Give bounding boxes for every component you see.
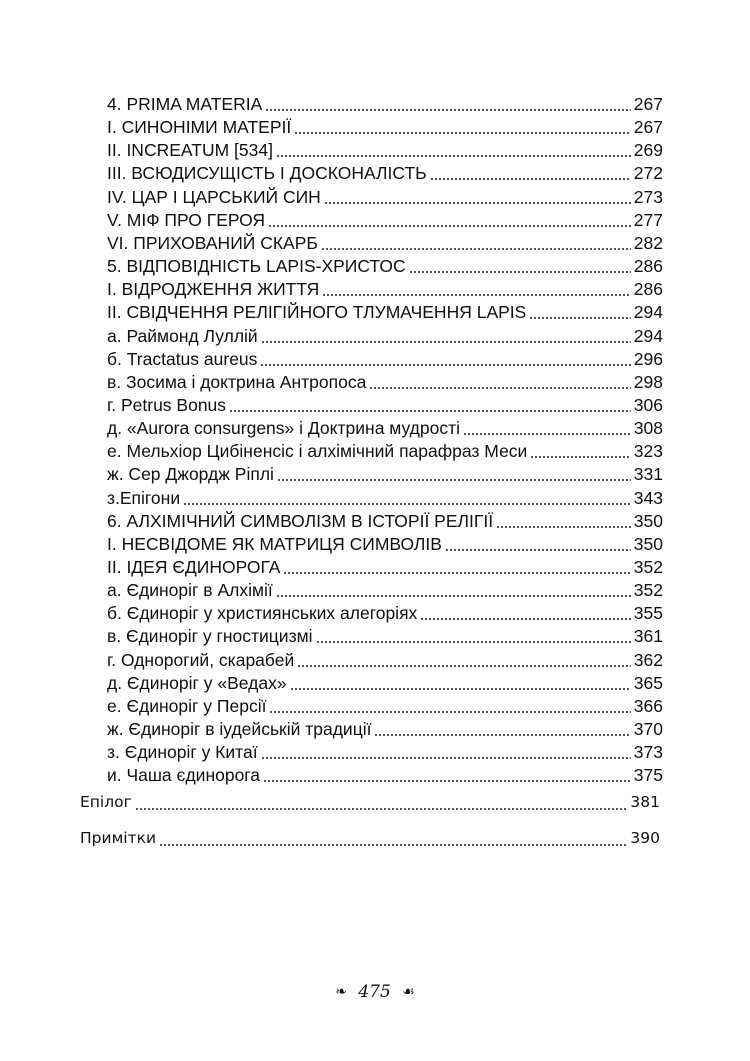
toc-entry-title: IV. ЦАР І ЦАРСЬКИЙ СИН (107, 186, 321, 207)
toc-leader-dots (277, 478, 631, 482)
toc-entry-title: е. Мельхіор Цибіненсіс і алхімічний парафраз Меси (107, 441, 528, 462)
toc-entry-page: 267 (633, 94, 663, 114)
toc-entry (107, 302, 663, 324)
page-number: 475 (358, 982, 391, 1002)
toc-entry (107, 140, 663, 162)
toc-entry-title: в. Єдиноріг у гностицизмі (107, 626, 313, 647)
toc-entry-title: Примітки (80, 829, 157, 847)
ornament-left-icon: ❧ (335, 984, 347, 1000)
toc-leader-dots (322, 293, 630, 297)
toc-entry-page: 269 (633, 140, 663, 161)
toc-entry-title: 6. АЛХІМІЧНИЙ СИМВОЛІЗМ В ІСТОРІЇ РЕЛІГІЇ (107, 510, 494, 531)
toc-entry (107, 94, 663, 116)
toc-entry (107, 488, 663, 510)
toc-entry (107, 603, 663, 625)
toc-leader-dots (294, 131, 631, 135)
toc-entry-page: 286 (633, 256, 663, 277)
toc-leader-dots (265, 108, 631, 112)
toc-leader-dots (530, 455, 630, 459)
toc-leader-dots (135, 807, 628, 811)
toc-leader-dots (263, 779, 631, 783)
toc-entry-page: 375 (633, 765, 663, 786)
toc-entry (107, 163, 663, 185)
toc-entry-page: 390 (630, 829, 660, 847)
toc-leader-dots (276, 594, 631, 598)
toc-entry (107, 117, 663, 139)
toc-entry-page: 331 (633, 464, 663, 485)
toc-entry-page: 362 (633, 649, 663, 670)
toc-entry-title: в. Зосима і доктрина Антропоса (107, 371, 367, 392)
toc-entry-page: 294 (633, 302, 663, 323)
toc-entry-title: д. «Aurora consurgens» і Доктрина мудрості (107, 418, 461, 439)
toc-leader-dots (321, 247, 631, 251)
toc-entry-title: VI. ПРИХОВАНИЙ СКАРБ (107, 232, 318, 253)
toc-entry-page: 277 (633, 209, 663, 230)
toc-entry (107, 349, 663, 371)
toc-entry (107, 742, 663, 764)
toc-entry-page: 282 (633, 232, 663, 253)
toc-entry-title: а. Єдиноріг в Алхімії (107, 580, 273, 601)
toc-entry (107, 441, 663, 463)
toc-tail-entry (80, 793, 660, 815)
toc-entry-title: а. Раймонд Луллій (107, 325, 258, 346)
toc-entry (107, 511, 663, 533)
toc-entry-page: 381 (630, 793, 660, 811)
toc-entry-title: 4. PRIMA MATERIA (107, 94, 263, 114)
toc-entry-title: 5. ВІДПОВІДНІСТЬ LAPIS-ХРИСТОС (107, 256, 406, 277)
toc-entry-page: 306 (633, 394, 663, 415)
toc-entry (107, 673, 663, 695)
toc-leader-dots (529, 316, 630, 320)
toc-entry-title: V. МІФ ПРО ГЕРОЯ (107, 209, 266, 230)
toc-entry-title: з. Єдиноріг у Китаї (107, 742, 258, 763)
toc-leader-dots (430, 177, 631, 181)
toc-entry-title: з.Епігони (107, 487, 181, 508)
toc-entry-title: б. Tractatus aureus (107, 348, 258, 369)
toc-leader-dots (159, 843, 627, 847)
toc-entry-title: I. ВІДРОДЖЕННЯ ЖИТТЯ (107, 279, 320, 300)
toc-leader-dots (324, 201, 631, 205)
toc-entry-title: б. Єдиноріг у християнських алегоріях (107, 603, 418, 624)
toc-leader-dots (261, 756, 631, 760)
toc-entry-page: 365 (633, 672, 663, 693)
toc-entry-page: 350 (633, 533, 663, 554)
toc-entry-page: 267 (633, 117, 663, 138)
toc-entry-page: 273 (633, 186, 663, 207)
toc-entry-title: ж. Єдиноріг в іудейській традиції (107, 719, 372, 740)
toc-leader-dots (369, 386, 630, 390)
toc-leader-dots (229, 409, 631, 413)
toc-entry-page: 366 (633, 695, 663, 716)
toc-entry (107, 650, 663, 672)
ornament-right-icon: ☙ (402, 984, 415, 1000)
toc-leader-dots (316, 640, 631, 644)
toc-entry (107, 279, 663, 301)
toc-entry-page: 373 (633, 742, 663, 763)
toc-leader-dots (463, 432, 631, 436)
toc-leader-dots (183, 502, 631, 506)
toc-leader-dots (276, 154, 631, 158)
toc-entry-page: 370 (633, 719, 663, 740)
toc-entry (107, 696, 663, 718)
toc-entry (107, 534, 663, 556)
toc-entry (107, 464, 663, 486)
toc-entry-page: 294 (633, 325, 663, 346)
toc-entry (107, 256, 663, 278)
toc-entry-page: 343 (633, 487, 663, 508)
toc-entry-title: Епілог (80, 793, 132, 811)
toc-entry-title: д. Єдиноріг у «Ведах» (107, 672, 287, 693)
toc-entry (107, 580, 663, 602)
toc-leader-dots (496, 525, 631, 529)
toc-entry-title: I. СИНОНІМИ МАТЕРІЇ (107, 117, 292, 138)
toc-entry (107, 418, 663, 440)
toc-entry-title: II. INCREATUM [534] (107, 140, 273, 161)
toc-entry (107, 187, 663, 209)
toc-leader-dots (260, 363, 630, 367)
toc-entry-page: 352 (633, 557, 663, 577)
toc-entry-title: III. ВСЮДИСУЩІСТЬ І ДОСКОНАЛІСТЬ (107, 163, 427, 184)
toc-entry (107, 210, 663, 232)
toc-entry-title: г. Однорогий, скарабей (107, 649, 295, 670)
toc-entry-page: 308 (633, 418, 663, 439)
toc-entry (107, 233, 663, 255)
toc-leader-dots (290, 687, 631, 691)
toc-entry (107, 557, 663, 579)
toc-leader-dots (269, 710, 630, 714)
toc-entry-title: ж. Сер Джордж Ріплі (107, 464, 274, 485)
toc-entry (107, 326, 663, 348)
toc-entry-page: 298 (633, 371, 663, 392)
toc-entry-page: 286 (633, 279, 663, 300)
toc-entry-title: и. Чаша єдинорога (107, 765, 261, 786)
toc-tail-entry (80, 829, 660, 851)
toc-entry-page: 355 (633, 603, 663, 624)
toc-entry (107, 626, 663, 648)
toc-entry-page: 352 (633, 580, 663, 601)
toc-leader-dots (268, 224, 631, 228)
toc-entry-title: II. ІДЕЯ ЄДИНОРОГА (107, 557, 281, 577)
toc-entry-page: 361 (633, 626, 663, 647)
toc-entry-title: г. Petrus Bonus (107, 394, 227, 415)
toc-entry (107, 395, 663, 417)
toc-leader-dots (297, 664, 631, 668)
toc-entry (107, 372, 663, 394)
toc-entry-title: I. НЕСВІДОМЕ ЯК МАТРИЦЯ СИМВОЛІВ (107, 533, 442, 554)
toc-entry-title: е. Єдиноріг у Персії (107, 695, 267, 716)
toc-leader-dots (420, 617, 631, 621)
toc-entry-page: 296 (633, 348, 663, 369)
page-footer (0, 982, 750, 1002)
toc-entry (107, 765, 663, 787)
toc-leader-dots (409, 270, 631, 274)
toc-entry-page: 350 (633, 510, 663, 531)
toc-leader-dots (283, 571, 630, 575)
toc-leader-dots (261, 340, 631, 344)
toc-leader-dots (445, 548, 631, 552)
toc-entry-page: 272 (633, 163, 663, 184)
toc-leader-dots (374, 733, 630, 737)
toc-entry-page: 323 (633, 441, 663, 462)
toc-entry (107, 719, 663, 741)
toc-entry-title: II. СВІДЧЕННЯ РЕЛІГІЙНОГО ТЛУМАЧЕННЯ LAPIS (107, 302, 527, 323)
